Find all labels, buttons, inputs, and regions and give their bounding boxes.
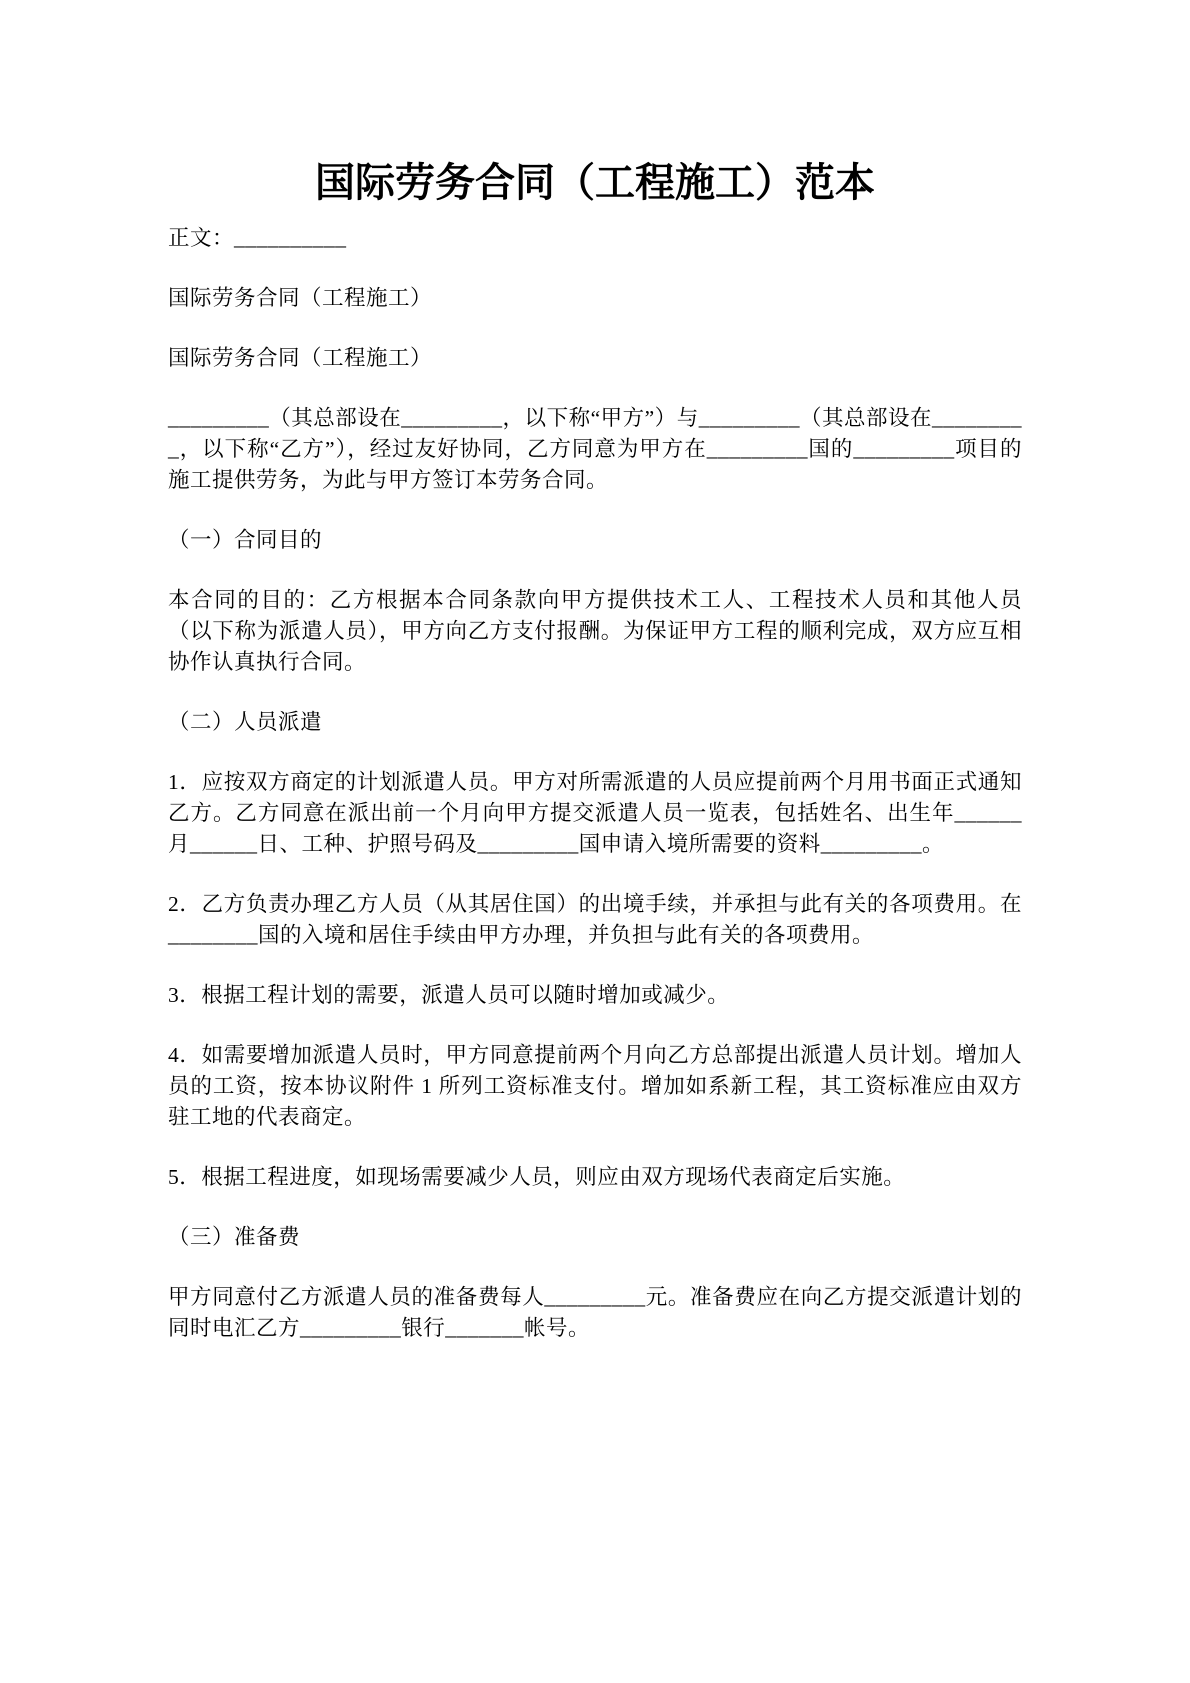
intro-paragraph: _________（其总部设在_________，以下称“甲方”）与_________（其总部设在_________，以下称“乙方”），经过友好协同，乙方同意为甲方在_________国的_________项目的施工提供劳务，为此与甲方签订本劳务合同。	[168, 406, 1022, 492]
section-3-paragraph: 甲方同意付乙方派遣人员的准备费每人_________元。准备费应在向乙方提交派遣计划的同时电汇乙方_________银行_______帐号。	[168, 1285, 1022, 1340]
section-2-item-2: 2．乙方负责办理乙方人员（从其居住国）的出境手续，并承担与此有关的各项费用。在________国的入境和居住手续由甲方办理，并负担与此有关的各项费用。	[168, 892, 1022, 947]
section-2-item-5: 5．根据工程进度，如现场需要减少人员，则应由双方现场代表商定后实施。	[168, 1165, 906, 1189]
section-heading-preparation-fee: （三）准备费	[168, 1225, 301, 1249]
subject-line: 正文：__________	[168, 226, 347, 250]
section-2-item-3: 3．根据工程计划的需要，派遣人员可以随时增加或减少。	[168, 983, 730, 1007]
section-1-paragraph: 本合同的目的：乙方根据本合同条款向甲方提供技术工人、工程技术人员和其他人员（以下称为派遣人员），甲方向乙方支付报酬。为保证甲方工程的顺利完成，双方应互相协作认真执行合同。	[168, 588, 1022, 674]
document-subtitle-1: 国际劳务合同（工程施工）	[168, 286, 433, 310]
document-title: 国际劳务合同（工程施工）范本	[315, 160, 875, 205]
document-subtitle-2: 国际劳务合同（工程施工）	[168, 346, 433, 370]
section-heading-contract-purpose: （一）合同目的	[168, 528, 323, 552]
section-2-item-4: 4．如需要增加派遣人员时，甲方同意提前两个月向乙方总部提出派遣人员计划。增加人员的工资，按本协议附件 1 所列工资标准支付。增加如系新工程，其工资标准应由双方驻工地的代表商定。	[168, 1043, 1022, 1129]
section-heading-personnel-dispatch: （二）人员派遣	[168, 710, 323, 734]
section-2-item-1: 1．应按双方商定的计划派遣人员。甲方对所需派遣的人员应提前两个月用书面正式通知乙方。乙方同意在派出前一个月向甲方提交派遣人员一览表，包括姓名、出生年______月______日、工种、护照号码及_________国申请入境所需要的资料_________。	[168, 770, 1022, 856]
